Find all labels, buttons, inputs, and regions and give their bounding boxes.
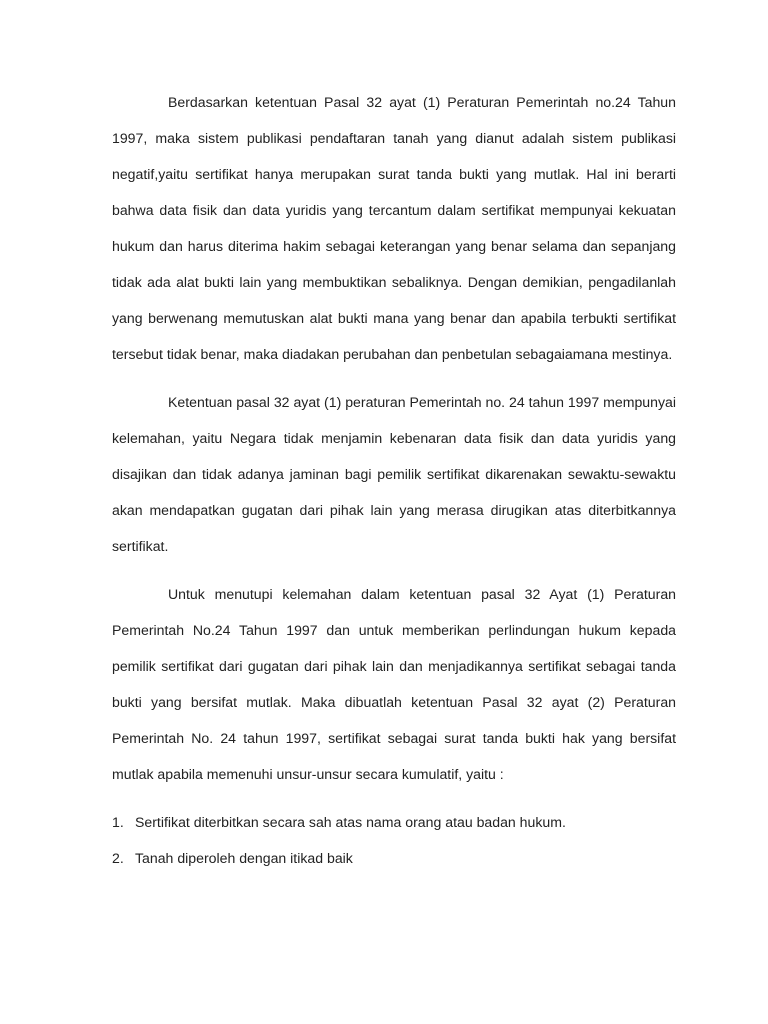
list-number-2: 2. [112, 850, 124, 866]
list-number-1: 1. [112, 814, 124, 830]
list-item-1 [112, 804, 676, 840]
paragraph-1: Berdasarkan ketentuan Pasal 32 ayat (1) Peraturan Pemerintah no.24 Tahun 1997, maka sistem publikasi pendaftaran tanah yang dianut adalah sistem publikasi negatif,yaitu sertifikat hanya merupakan surat tanda bukti yang mutlak. Hal ini berarti bahwa data fisik dan data yuridis yang tercantum dalam sertifikat mempunyai kekuatan hukum dan harus diterima hakim sebagai keterangan yang benar selama dan sepanjang tidak ada alat bukti lain yang membuktikan sebaliknya. Dengan demikian, pengadilanlah yang berwenang memutuskan alat bukti mana yang benar dan apabila terbukti sertifikat tersebut tidak benar, maka diadakan perubahan dan penbetulan sebagaiamana mestinya. [112, 94, 676, 362]
numbered-list [112, 804, 676, 876]
list-text-2: Tanah diperoleh dengan itikad baik [135, 850, 353, 866]
paragraph-2: Ketentuan pasal 32 ayat (1) peraturan Pemerintah no. 24 tahun 1997 mempunyai kelemahan, yaitu Negara tidak menjamin kebenaran data fisik dan data yuridis yang disajikan dan tidak adanya jaminan bagi pemilik sertifikat dikarenakan sewaktu-sewaktu akan mendapatkan gugatan dari pihak lain yang merasa dirugikan atas diterbitkannya sertifikat. [112, 394, 676, 554]
document-page [112, 84, 676, 876]
list-item-2 [112, 840, 676, 876]
list-text-1: Sertifikat diterbitkan secara sah atas nama orang atau badan hukum. [135, 814, 566, 830]
paragraph-3: Untuk menutupi kelemahan dalam ketentuan pasal 32 Ayat (1) Peraturan Pemerintah No.24 Tahun 1997 dan untuk memberikan perlindungan hukum kepada pemilik sertifikat dari gugatan dari pihak lain dan menjadikannya sertifikat sebagai tanda bukti yang bersifat mutlak. Maka dibuatlah ketentuan Pasal 32 ayat (2) Peraturan Pemerintah No. 24 tahun 1997, sertifikat sebagai surat tanda bukti hak yang bersifat mutlak apabila memenuhi unsur-unsur secara kumulatif, yaitu : [112, 586, 676, 782]
